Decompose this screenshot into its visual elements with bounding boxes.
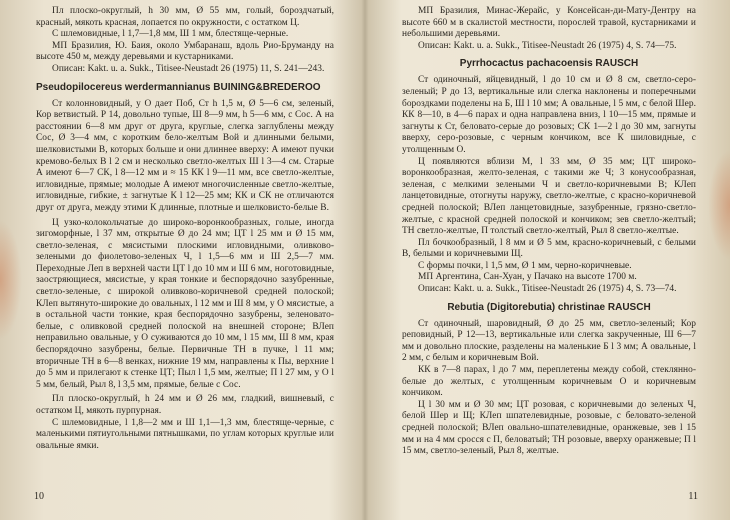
paragraph: С шлемовидные, l 1,8—2 мм и Ш 1,1—1,3 мм, блестяще-черные, с маленькими пятиугольными пятнышками, по углам которых круглые или овальные ямки. [36, 417, 334, 451]
species-title: Pseudopilocereus werdermannianus BUINING&BREDEROO [36, 81, 321, 93]
species-title: Pyrrhocactus pachacoensis RAUSCH [459, 58, 639, 70]
paragraph: МП Бразилия, Минас-Жерайс, у Консейсан-ди-Мату-Дентру на высоте 660 м в скалистой местности, порослей травой, кустарниками и небольшими деревьями. [402, 6, 696, 40]
paragraph: Ст одиночный, яйцевидный, l до 10 см и Ø 8 см, светло-серо-зеленый; Р до 13, вертикальные или слегка наклонены и поперечными бороздками поделены на Б, Ш l 10 мм; А овальные, l 5 мм, с белой Шер. КК 8—10, в 4—6 парах и одна направлена вниз, l 10—15 мм, прямые и загнуты к Ст, беловато-серые до розовых; СК 1—2 l до 30 мм, загнуты вверху, серо-розовые, с черным кончиком, все К шиловидные, с утолщенным О. [402, 75, 696, 155]
paragraph: Ц l 30 мм и Ø 30 мм; ЦТ розовая, с коричневыми до зеленых Ч, белой Шер и Щ; КЛеп шпателевидные, розовые, с беловато-зеленой средней полоской; ВЛеп овально-шпателевидные, оранжевые, зев l 15 мм и на 4 мм сросся с П, беловатый; ТН розовые, вверху оранжевые; П l 15 мм, светло-зеленый, Рыл 8, желтые. [402, 399, 696, 457]
species-title: Rebutia (Digitorebutia) christinae RAUSCH [447, 301, 651, 313]
page-number: 11 [688, 491, 698, 502]
left-page [10, 4, 360, 516]
paragraph: С формы почки, l 1,5 мм, Ø 1 мм, черно-коричневые. [418, 260, 632, 271]
page-number: 10 [34, 491, 44, 502]
paragraph: Пл плоско-округлый, h 30 мм, Ø 55 мм, голый, бороздчатый, красный, мякоть красная, лопается по окружности, с остатком Ц. [36, 6, 334, 28]
paragraph: Описан: Kakt. u. a. Sukk., Titisee-Neustadt 26 (1975) 4, S. 73—74. [418, 284, 677, 295]
right-page [372, 4, 724, 516]
paragraph: Ц появляются вблизи М, l 33 мм, Ø 35 мм; ЦТ широко-воронкообразная, желто-зеленая, с такими же Ч; 3 конусообразная, зеленая, с мелкими зелеными Ч и светло-коричневыми В; КЛеп ланцетовидные, отогнуты наружу, светло-желтые, с красно-коричневой средней полоской; ВЛеп ланцетовидные, зазубренные, грязно-светло-желтые, с красной средней полоской и кончиком; зев светло-желтый; ТН светло-желтые, П толстый светло-желтый, Рыл 8 светло-желтые. [402, 156, 696, 237]
paragraph: Пл плоско-округлый, h 24 мм и Ø 26 мм, гладкий, вишневый, с остатком Ц, мякоть пурпурная. [36, 394, 334, 416]
paragraph: С шлемовидные, l 1,7—1,8 мм, Ш 1 мм, блестяще-черные. [52, 29, 289, 40]
paragraph: Пл бочкообразный, l 8 мм и Ø 5 мм, красно-коричневый, с белыми В, белыми и коричневыми Щ. [402, 237, 696, 260]
paragraph: Описан: Kakt. u. a. Sukk., Titisee-Neustadt 26 (1975) 4, S. 74—75. [418, 40, 677, 51]
paragraph: Ц узко-колокольчатые до широко-воронкообразных, голые, иногда зигоморфные, l 37 мм, открытые Ø до 24 мм; ЦТ l 25 мм и Ø 15 мм, светло-зеленая, с мясистыми плоскими игловидными, оливково-зелеными до фиолетово-зеленых Ч, l 1,5—6 мм и Ш 2,5—7 мм. Переходные Леп в верхней части ЦТ l до 10 мм и Ш 6 мм, ноготовидные, заостряющиеся, мясистые, у края тонкие и беспорядочно зазубренные, светло-зеленые, с широкой оливково-коричневой средней полоской; КЛеп вытянуто-широкие до овальных, l 12 мм и Ш 8 мм, у О мясистые, а в остальной части тонкие, края беспорядочно зазубрены, зеленовато-белые, с оливковой средней полоской на внешней стороне; ВЛеп неправильно овальные, у О суживаются до 10 мм, l 15 мм, Ш 8 мм, края беспорядочно зазубрены, белые. Первичные ТН в пучке, l 11 мм; вторичные ТН в 6—8 венках, нижние 19 мм, направлены к Пы, верхние l до 5 мм и прилегают к стенке ЦТ; Пыл l 1,5 мм, желтые; П l 27 мм, у О l 5 мм, белый, Рыл 8, l 3,5 мм, прямые, белые с Сос. [36, 217, 334, 390]
paragraph: МП Аргентина, Сан-Хуан, у Пачако на высоте 1700 м. [418, 272, 637, 283]
paragraph: Ст колонновидный, у О дает Поб, Ст h 1,5 м, Ø 5—6 см, зеленый, Кор ветвистый. Р 14, довольно тупые, Ш 8—9 мм, h 5—6 мм, с Сос. А на расстоянии 6—8 мм друг от друга, круглые, слегка заглублены между Сос, Ø 3—4 мм, с коротким бело-желтым Вой и длинными белыми, шелковистыми В, которых больше и они длиннее вверху: А имеют пучки кремово-белых В l 2 см и несколько светло-желтых Ш l 3—4 см. Старые А имеют 6—7 СК, l 8—12 мм и ≈ 15 КК l 9—11 мм, все светло-желтые, игловидные, прямые; молодые А имеют многочисленные светло-желтые, игловидные, гибкие, ± загнутые К l 12—25 мм; КК и СК не отличаются друг от друга, между этими К длинные, плотные и шелковисто-белые В. [36, 98, 334, 213]
paragraph: МП Бразилия, Ю. Баия, около Умбаранаш, вдоль Рио-Бруманду на высоте 450 м, между деревьями и кустарниками. [36, 40, 334, 63]
paragraph: Ст одиночный, шаровидный, Ø до 25 мм, светло-зеленый; Кор реповидный, Р 12—13, вертикальные или слегка закрученные, Ш 6—7 мм и довольно плоские, разделены на маленькие Б l 3 мм; А овальные, l 2 мм, с белым и коричневым Вой. [402, 318, 696, 364]
paragraph: КК в 7—8 парах, l до 7 мм, переплетены между собой, стеклянно-белые до желтых, с утолщенным коричневым О и коричневым кончиком. [402, 365, 696, 399]
paragraph: Описан: Kakt. u. a. Sukk., Titisee-Neustadt 26 (1975) 11, S. 241—243. [52, 63, 325, 74]
